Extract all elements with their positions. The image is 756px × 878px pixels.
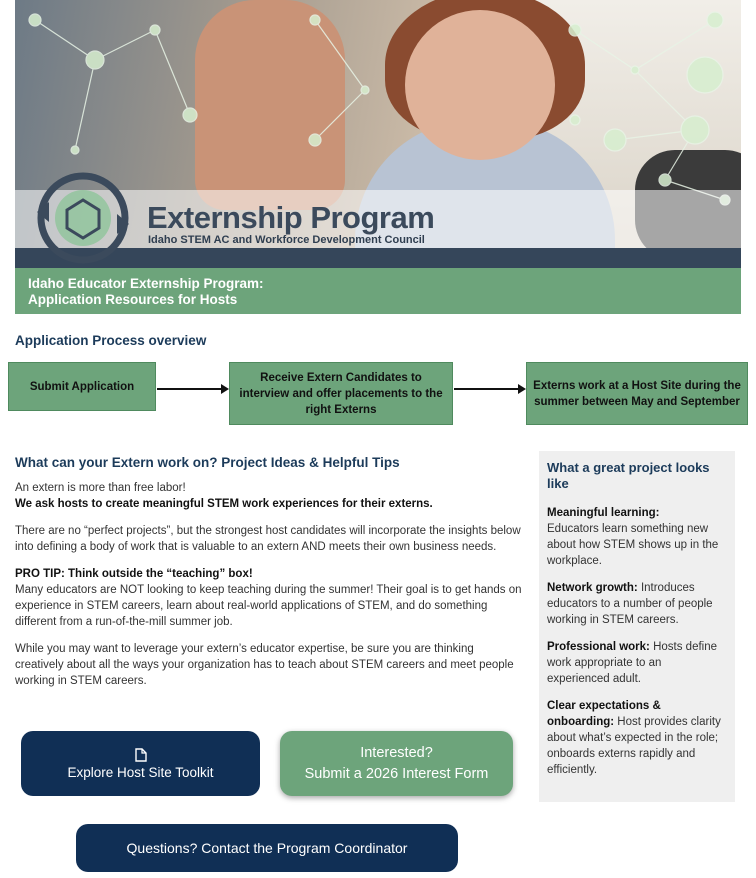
sidebar-item-text: Host provides clarity about what’s expected in the role; onboards externs rapidly and efficiently. xyxy=(547,716,721,776)
sidebar-item-clear-expectations xyxy=(547,698,727,778)
sidebar-item-label: Clear expectations & onboarding: xyxy=(547,700,661,728)
step-label: Submit Application xyxy=(29,380,135,393)
step-label: Receive Extern Candidates to interview and offer placements to the right Externs xyxy=(239,371,443,416)
pro-tip-label: PRO TIP: Think outside the “teaching” box! xyxy=(15,568,253,580)
sidebar-item-professional-work xyxy=(547,639,727,687)
banner-line-2: Application Resources for Hosts xyxy=(28,292,238,307)
arrow-right-icon xyxy=(157,388,227,390)
hero-image xyxy=(15,0,741,268)
tips-intro-bold: We ask hosts to create meaningful STEM work experiences for their externs. xyxy=(15,498,433,510)
contact-coordinator-label: Questions? Contact the Program Coordinator xyxy=(126,840,408,856)
sidebar-item-meaningful-learning xyxy=(547,505,727,569)
explore-toolkit-button[interactable] xyxy=(21,731,260,796)
submit-interest-form-button[interactable] xyxy=(280,731,513,796)
sidebar-item-label: Professional work: xyxy=(547,641,650,653)
externship-logo-icon xyxy=(27,172,145,264)
step-work-at-host xyxy=(526,362,748,425)
tips-intro-line: An extern is more than free labor! xyxy=(15,482,186,494)
sidebar-item-text: Introduces educators to a number of people working in STEM careers. xyxy=(547,582,713,626)
contact-coordinator-button[interactable] xyxy=(76,824,458,872)
interest-line-1: Interested? xyxy=(360,744,433,761)
explore-toolkit-label: Explore Host Site Toolkit xyxy=(67,764,214,780)
brand-subtitle: Idaho STEM AC and Workforce Development Council xyxy=(148,234,425,246)
sidebar-item-text: Hosts define work appropriate to an experienced adult. xyxy=(547,641,718,685)
process-title: Application Process overview xyxy=(15,333,207,348)
tips-content xyxy=(15,480,525,700)
tips-title: What can your Extern work on? Project Ideas & Helpful Tips xyxy=(15,455,400,470)
arrow-right-icon xyxy=(454,388,524,390)
step-receive-candidates xyxy=(229,362,453,425)
step-submit-application xyxy=(8,362,156,411)
interest-line-2: Submit a 2026 Interest Form xyxy=(304,765,489,782)
pdf-file-icon xyxy=(135,748,147,762)
tips-paragraph-1: There are no “perfect projects”, but the strongest host candidates will incorporate the insights below into defining a body of work that is valuable to an extern AND meets their own business needs. xyxy=(15,525,521,553)
sidebar-item-text: Educators learn something new about how STEM shows up in the workplace. xyxy=(547,523,719,567)
page-banner xyxy=(15,268,741,314)
sidebar-title: What a great project looks like xyxy=(547,460,710,491)
sidebar-item-label: Meaningful learning: xyxy=(547,507,660,519)
banner-line-1: Idaho Educator Externship Program: xyxy=(28,276,264,291)
brand-title: Externship Program xyxy=(147,200,435,235)
pro-tip-text: Many educators are NOT looking to keep teaching during the summer! Their goal is to get hands on experience in STEM careers, learn about real-world applications of STEM, and do something different from a run-of-the-mill summer job. xyxy=(15,584,522,628)
sidebar-item-network-growth xyxy=(547,580,727,628)
sidebar-item-label: Network growth: xyxy=(547,582,638,594)
step-label: Externs work at a Host Site during the summer between May and September xyxy=(533,379,741,408)
great-project-sidebar xyxy=(539,451,735,802)
tips-paragraph-3: While you may want to leverage your extern’s educator expertise, be sure you are thinking creatively about all the ways your organization has to teach about STEM careers and meet people working in STEM careers. xyxy=(15,643,514,687)
